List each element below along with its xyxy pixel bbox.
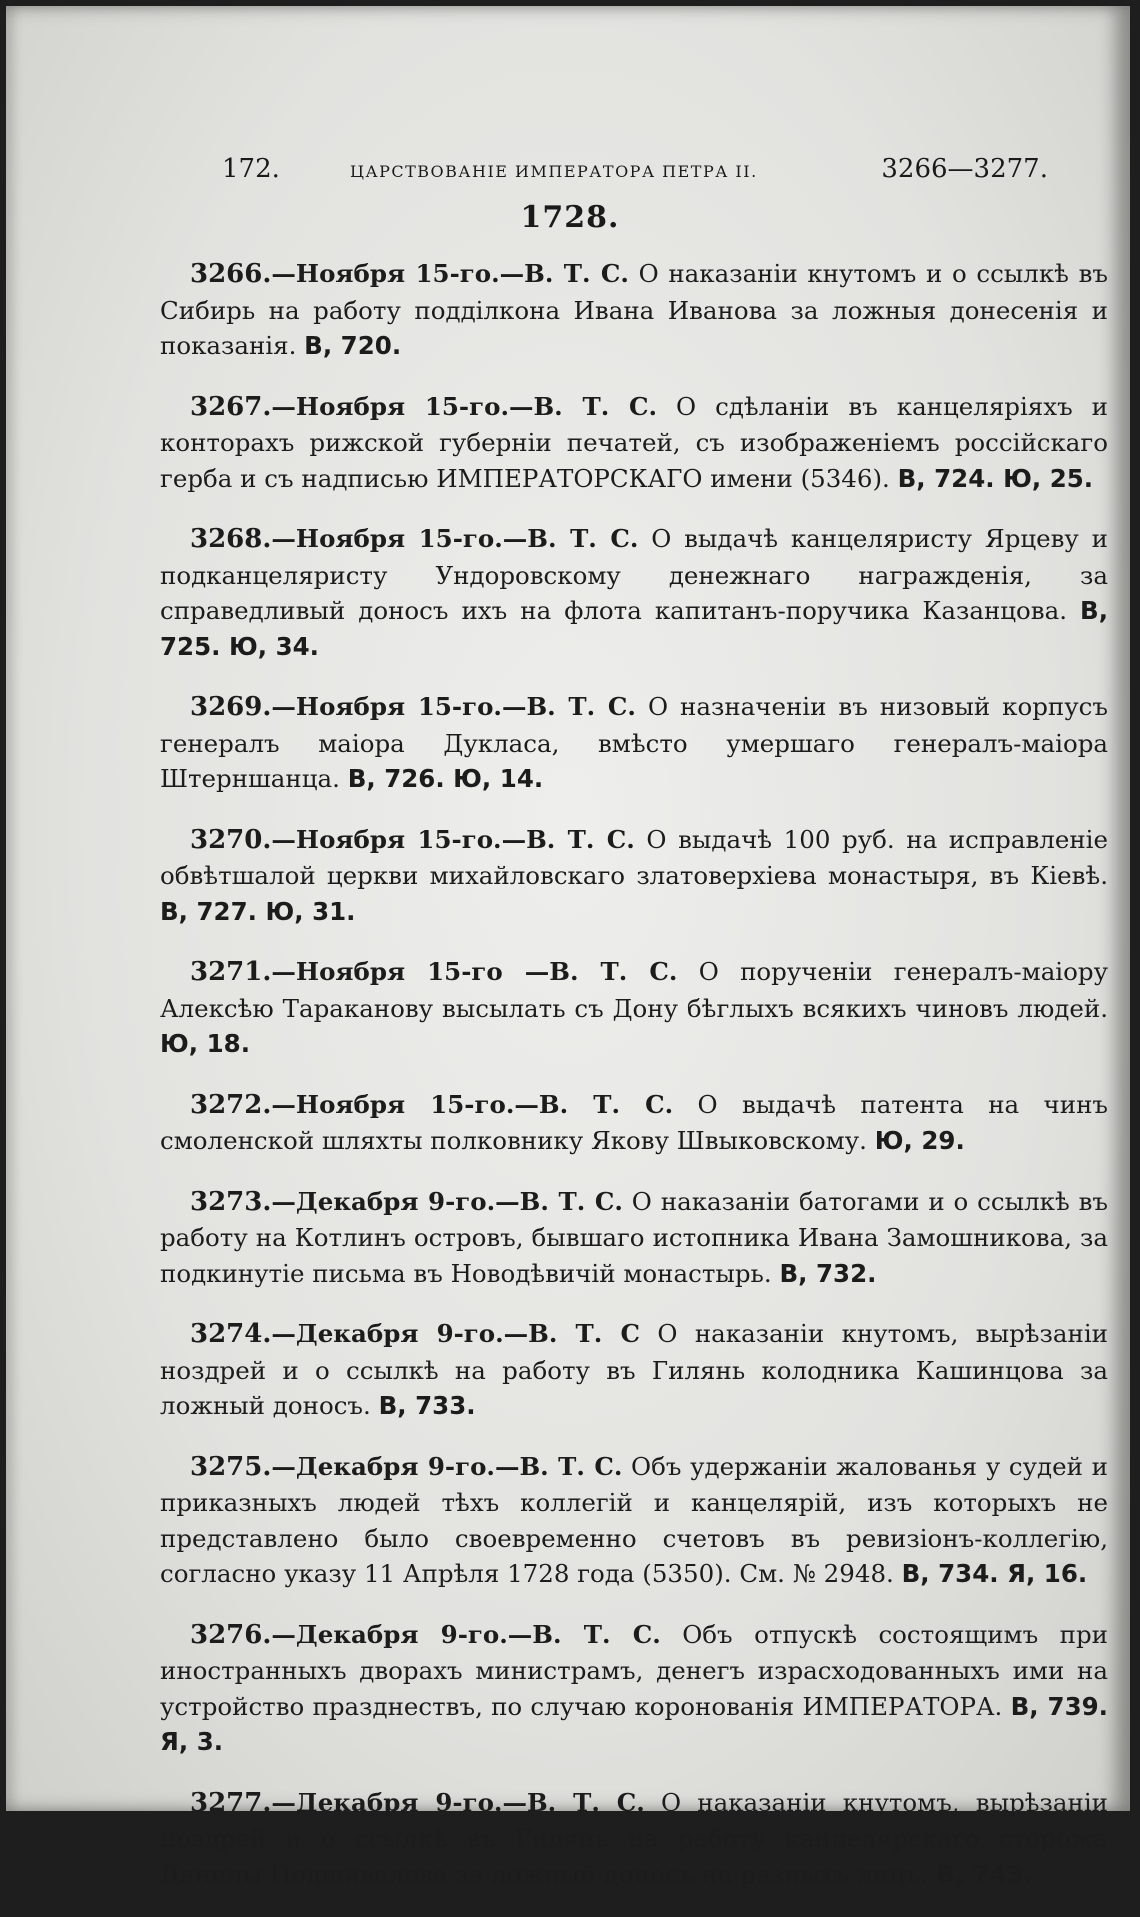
running-title: ЦАРСТВОВАНІЕ ИМПЕРАТОРА ПЕТРА II. bbox=[350, 162, 758, 181]
entry-refs: В, 743. bbox=[936, 1859, 1033, 1889]
entry bbox=[160, 954, 1108, 1062]
entry-refs: В, 734. Я, 16. bbox=[901, 1559, 1088, 1588]
entry-refs: В, 725. Ю, 34. bbox=[160, 596, 1108, 661]
entry-text: О назначеніи въ низовый корпусъ генералъ маіора Дукласа, вмѣсто умершаго генералъ-маіора Штерншанца. bbox=[160, 692, 1108, 793]
entries-list bbox=[160, 256, 1108, 1917]
entry-range: 3266—3277. bbox=[881, 154, 1048, 184]
entry-date: —Декабря 9-го.—В. Т. С. bbox=[271, 1787, 645, 1817]
entry-text: О выдачѣ канцеляристу Ярцеву и подканцеляристу Ундоровскому денежнаго награжденія, за справедливый доносъ ихъ на флота капитанъ-поручика Казанцова. bbox=[160, 524, 1108, 625]
entry-date: —Декабря 9-го.—В. Т. С. bbox=[271, 1186, 623, 1216]
entry-date: —Ноября 15-го.—В. Т. С. bbox=[271, 692, 636, 721]
entry-number: 3266. bbox=[190, 259, 272, 289]
entry-refs: В, 727. Ю, 31. bbox=[160, 896, 356, 926]
entry bbox=[160, 1087, 1108, 1159]
entry-text: О наказаніи кнутомъ и о ссылкѣ въ Сибирь на работу подділкона Ивана Иванова за ложныя донесенія и показанія. bbox=[160, 259, 1108, 360]
entry-text: Объ удержаніи жалованья у судей и приказныхъ людей тѣхъ коллегій и канцелярій, изъ которыхъ не представлено было своевременно счетовъ въ ревизіонъ-коллегію, согласно указу 11 Апрѣля 1728 года (5350). См. № 2948. bbox=[160, 1451, 1108, 1588]
entry-date: —Ноября 15-го.—В. Т. С. bbox=[271, 1089, 674, 1119]
entry-refs: Ю, 18. bbox=[160, 1029, 250, 1058]
entry-date: —Ноября 15-го.—В. Т. С. bbox=[271, 824, 635, 854]
entry-number: 3269. bbox=[190, 692, 272, 722]
entry-number: 3273. bbox=[190, 1186, 272, 1217]
entry-refs: В, 724. Ю, 25. bbox=[897, 463, 1094, 493]
entry-number: 3277. bbox=[190, 1787, 272, 1818]
entry-text: О наказаніи батогами и о ссылкѣ въ работу на Котлинъ островъ, бывшаго истопника Ивана Замошникова, за подкинутіе письма въ Новодѣвичій монастырь. bbox=[160, 1186, 1108, 1288]
entry-text: О сдѣланіи въ канцеляріяхъ и конторахъ рижской губерніи печатей, съ изображеніемъ россійскаго герба и съ надписью ИМПЕРАТОРСКАГО имени (5346). bbox=[160, 391, 1108, 493]
entry-number: 3271. bbox=[190, 957, 272, 987]
entry bbox=[160, 389, 1108, 497]
entry-text: О порученіи генералъ-маіору Алексѣю Тараканову высылать съ Дону бѣглыхъ всякихъ чиновъ людей. bbox=[160, 957, 1108, 1023]
entry-refs: В, 720. bbox=[304, 331, 402, 360]
entry-date: —Декабря 9-го.—В. Т. С. bbox=[271, 1619, 661, 1649]
entry-date: —Ноября 15-го —В. Т. С. bbox=[271, 957, 678, 986]
entry-number: 3270. bbox=[190, 824, 272, 855]
entry-text: О наказаніи кнутомъ, вырѣзаніи ноздрей и о ссылкѣ въ Гилянь на работу канцелярскаго сторожа Данилы Подшивалова за ложный доносъ на разныхъ лицъ. bbox=[160, 1787, 1108, 1889]
entry-number: 3274. bbox=[190, 1319, 272, 1349]
entry bbox=[160, 521, 1108, 664]
entry-refs: В, 733. bbox=[378, 1391, 476, 1420]
entry bbox=[160, 1449, 1108, 1592]
entry-text: О выдачѣ патента на чинъ смоленской шляхты полковнику Якову Швыковскому. bbox=[160, 1089, 1108, 1155]
page-header bbox=[222, 154, 1048, 190]
entry-refs: В, 732. bbox=[779, 1258, 877, 1288]
entry-date: —Ноября 15-го.—В. Т. С. bbox=[271, 391, 658, 421]
entry bbox=[160, 822, 1108, 930]
page-number: 172. bbox=[222, 154, 280, 184]
entry-refs: В, 726. Ю, 14. bbox=[347, 764, 544, 793]
entry-number: 3276. bbox=[190, 1619, 272, 1650]
entry-number: 3272. bbox=[190, 1089, 272, 1120]
entry-refs: Ю, 29. bbox=[874, 1126, 965, 1155]
entry-text: Объ отпускѣ состоящимъ при иностранныхъ дворахъ министрамъ, денегъ израсходованныхъ ими на устройство празднествъ, по случаю коронованія ИМПЕРАТОРА. bbox=[160, 1619, 1108, 1721]
year-heading: 1728. bbox=[520, 200, 620, 235]
entry-number: 3268. bbox=[190, 524, 272, 554]
entry bbox=[160, 1785, 1108, 1893]
entry bbox=[160, 1316, 1108, 1424]
entry bbox=[160, 256, 1108, 364]
entry-text: О наказаніи кнутомъ, вырѣзаніи ноздрей и о ссылкѣ на работу въ Гилянь колодника Кашинцова за ложный доносъ. bbox=[160, 1319, 1108, 1420]
entry-number: 3267. bbox=[190, 391, 272, 422]
entry-refs: В, 739. Я, 3. bbox=[160, 1691, 1108, 1756]
entry-text: О выдачѣ 100 руб. на исправленіе обвѣтшалой церкви михайловскаго златоверхіева монастыря, въ Кіевѣ. bbox=[160, 824, 1108, 890]
entry bbox=[160, 1184, 1108, 1292]
entry bbox=[160, 1617, 1108, 1760]
entry-date: —Декабря 9-го.—В. Т. С bbox=[271, 1319, 640, 1348]
entry-date: —Ноября 15-го.—В. Т. С. bbox=[271, 259, 629, 288]
entry bbox=[160, 689, 1108, 797]
entry-number: 3275. bbox=[190, 1451, 272, 1482]
entry-date: —Ноября 15-го.—В. Т. С. bbox=[271, 524, 639, 553]
entry-date: —Декабря 9-го.—В. Т. С. bbox=[271, 1451, 623, 1481]
